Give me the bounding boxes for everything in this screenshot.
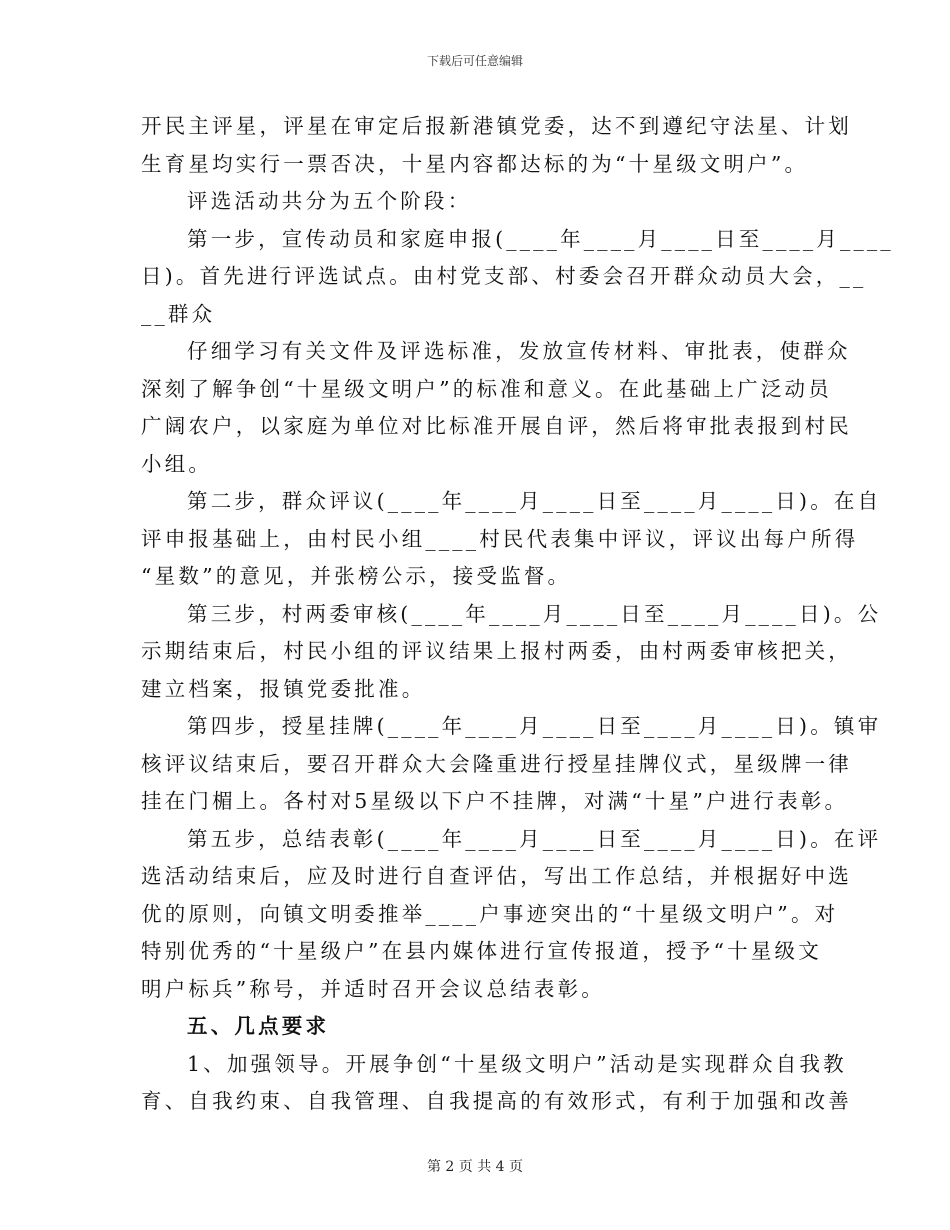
section-heading: 五、几点要求 — [187, 1014, 330, 1038]
body-line: 深刻了解争创“十星级文明户”的标准和意义。在此基础上广泛动员 — [141, 376, 832, 401]
body-line: 评选活动共分为五个阶段： — [187, 189, 472, 213]
body-line: 挂在门楣上。各村对5星级以下户不挂牌，对满“十星”户进行表彰。 — [141, 789, 849, 813]
body-line: 选活动结束后，应及时进行自查评估，写出工作总结，并根据好中选 — [141, 864, 852, 888]
body-line: 建立档案，报镇党委批准。 — [141, 676, 426, 701]
document-body — [141, 108, 894, 1121]
body-line: 育、自我约束、自我管理、自我提高的有效形式，有利于加强和改善 — [141, 1089, 852, 1113]
body-line: 特别优秀的“十星级户”在县内媒体进行宣传报道，授予“十星级文 — [141, 939, 822, 963]
body-line: 开民主评星，评星在审定后报新港镇党委，达不到遵纪守法星、计划 — [141, 114, 852, 138]
body-line: 小组。 — [141, 451, 213, 476]
body-line: 1、加强领导。开展争创“十星级文明户”活动是实现群众自我教 — [187, 1051, 847, 1076]
body-line: 日)。首先进行评选试点。由村党支部、村委会召开群众动员大会，__ — [141, 264, 867, 288]
body-line: 评申报基础上，由村民小组____村民代表集中评议，评议出每户所得 — [141, 526, 859, 551]
body-line: 仔细学习有关文件及评选标准，发放宣传材料、审批表，使群众 — [187, 339, 851, 363]
body-line: 第三步，村两委审核(____年____月____日至____月____日)。公 — [187, 601, 882, 626]
body-line: 第四步，授星挂牌(____年____月____日至____月____日)。镇审 — [187, 714, 882, 738]
body-line: 第二步，群众评议(____年____月____日至____月____日)。在自 — [187, 489, 882, 513]
body-line: __群众 — [141, 301, 216, 326]
body-line: 生育星均实行一票否决，十星内容都达标的为“十星级文明户”。 — [141, 151, 809, 176]
body-line: 优的原则，向镇文明委推举____户事迹突出的“十星级文明户”。对 — [141, 901, 839, 926]
body-line: 示期结束后，村民小组的评议结果上报村两委，由村两委审核把关， — [141, 639, 852, 663]
body-line: 明户标兵”称号，并适时召开会议总结表彰。 — [141, 976, 605, 1001]
body-line: 第一步，宣传动员和家庭申报(____年____月____日至____月____ — [187, 226, 894, 251]
body-line: “星数”的意见，并张榜公示，接受监督。 — [141, 564, 572, 588]
body-line: 第五步，总结表彰(____年____月____日至____月____日)。在评 — [187, 826, 882, 851]
body-line: 核评议结束后，要召开群众大会隆重进行授星挂牌仪式，星级牌一律 — [141, 751, 852, 776]
page-footer: 第 2 页 共 4 页 — [426, 1159, 524, 1175]
body-line: 广阔农户，以家庭为单位对比标准开展自评，然后将审批表报到村民 — [141, 414, 852, 438]
page-header: 下载后可任意编辑 — [426, 54, 523, 68]
